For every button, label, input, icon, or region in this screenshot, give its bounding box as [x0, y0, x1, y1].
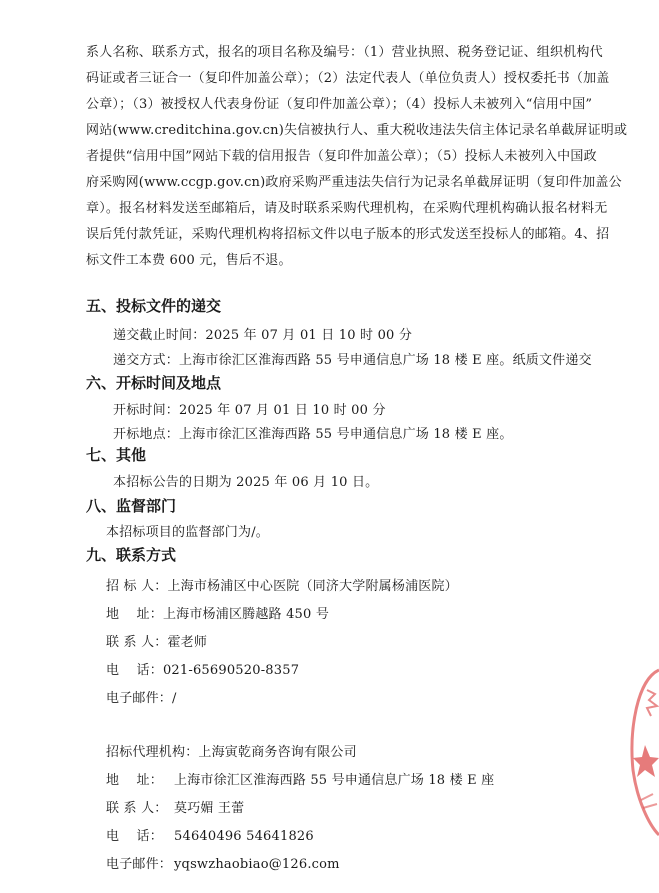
- buyer-contact: 霍老师: [167, 635, 208, 650]
- section9-heading: 九、联系方式: [86, 546, 177, 564]
- agency-email-label: 电子邮件：: [106, 857, 173, 872]
- paragraph-line: 公章）；（3）被授权人代表身份证（复印件加盖公章）；（4）投标人未被列入“信用中国”: [86, 97, 593, 112]
- buyer-name-label: 招 标 人：: [106, 579, 168, 594]
- buyer-address-label: 地 址：: [106, 607, 163, 622]
- agency-contact-row: [106, 797, 244, 816]
- buyer-address-row: [106, 603, 329, 622]
- agency-name: 上海寅乾商务咨询有限公司: [198, 745, 357, 760]
- opening-time: 开标时间：2025 年 07 月 01 日 10 时 00 分: [113, 403, 386, 418]
- paragraph-line: 标文件工本费 600 元，售后不退。: [86, 253, 292, 268]
- supervision-dept: 本招标项目的监督部门为/。: [106, 525, 269, 540]
- paragraph-line: 误后凭付款凭证，采购代理机构将招标文件以电子版本的形式发送至投标人的邮箱。4、招: [86, 227, 610, 242]
- submission-deadline: 递交截止时间：2025 年 07 月 01 日 10 时 00 分: [113, 328, 413, 343]
- buyer-contact-label: 联 系 人：: [106, 635, 168, 650]
- agency-contact: 莫巧媚 王蕾: [174, 801, 245, 816]
- agency-address: 上海市徐汇区淮海西路 55 号申通信息广场 18 楼 E 座: [174, 773, 495, 788]
- seal-stamp-icon: [619, 650, 659, 840]
- buyer-email-label: 电子邮件：: [106, 691, 173, 706]
- buyer-name-row: [106, 575, 458, 594]
- top-paragraph: [86, 40, 628, 274]
- announcement-date: 本招标公告的日期为 2025 年 06 月 10 日。: [113, 475, 379, 490]
- agency-phone-row: [106, 825, 314, 844]
- buyer-phone-label: 电 话：: [106, 663, 163, 678]
- paragraph-line: 章）。报名材料发送至邮箱后，请及时联系采购代理机构，在采购代理机构确认报名材料无: [86, 201, 608, 216]
- buyer-email: /: [172, 691, 177, 706]
- agency-email-row: [106, 853, 340, 872]
- opening-place: 开标地点：上海市徐汇区淮海西路 55 号申通信息广场 18 楼 E 座。: [113, 427, 513, 442]
- agency-email: yqswzhaobiao@126.com: [174, 857, 340, 872]
- agency-name-label: 招标代理机构：: [106, 745, 199, 760]
- buyer-email-row: [106, 687, 177, 706]
- buyer-address: 上海市杨浦区腾越路 450 号: [162, 607, 330, 622]
- section6-heading: 六、开标时间及地点: [86, 374, 222, 392]
- paragraph-line: 者提供“信用中国”网站下载的信用报告（复印件加盖公章）；（5）投标人未被列入中国政: [86, 149, 597, 164]
- agency-address-row: [106, 769, 494, 788]
- section8-heading: 八、监督部门: [86, 497, 177, 515]
- buyer-phone-row: [106, 659, 299, 678]
- agency-address-label: 地 址：: [106, 773, 163, 788]
- agency-name-row: [106, 741, 357, 760]
- section5-heading: 五、投标文件的递交: [86, 297, 222, 315]
- paragraph-line: 府采购网(www.ccgp.gov.cn)政府采购严重违法失信行为记录名单截屏证明（复印件加盖公: [86, 175, 622, 190]
- agency-phone-label: 电 话：: [106, 829, 163, 844]
- buyer-name: 上海市杨浦区中心医院（同济大学附属杨浦医院）: [167, 579, 458, 594]
- agency-phone: 54640496 54641826: [174, 829, 314, 844]
- paragraph-line: 网站(www.creditchina.gov.cn)失信被执行人、重大税收违法失信主体记录名单截屏证明或: [86, 123, 628, 138]
- agency-contact-label: 联 系 人：: [106, 801, 168, 816]
- paragraph-line: 系人名称、联系方式，报名的项目名称及编号：（1）营业执照、税务登记证、组织机构代: [86, 45, 603, 60]
- seal-stamp-partial: [619, 650, 659, 840]
- submission-method: 递交方式：上海市徐汇区淮海西路 55 号申通信息广场 18 楼 E 座。纸质文件递交: [113, 353, 592, 368]
- buyer-contact-row: [106, 631, 207, 650]
- paragraph-line: 码证或者三证合一（复印件加盖公章）；（2）法定代表人（单位负责人）授权委托书（加盖: [86, 71, 610, 86]
- section7-heading: 七、其他: [86, 446, 147, 464]
- buyer-phone: 021-65690520-8357: [162, 663, 300, 678]
